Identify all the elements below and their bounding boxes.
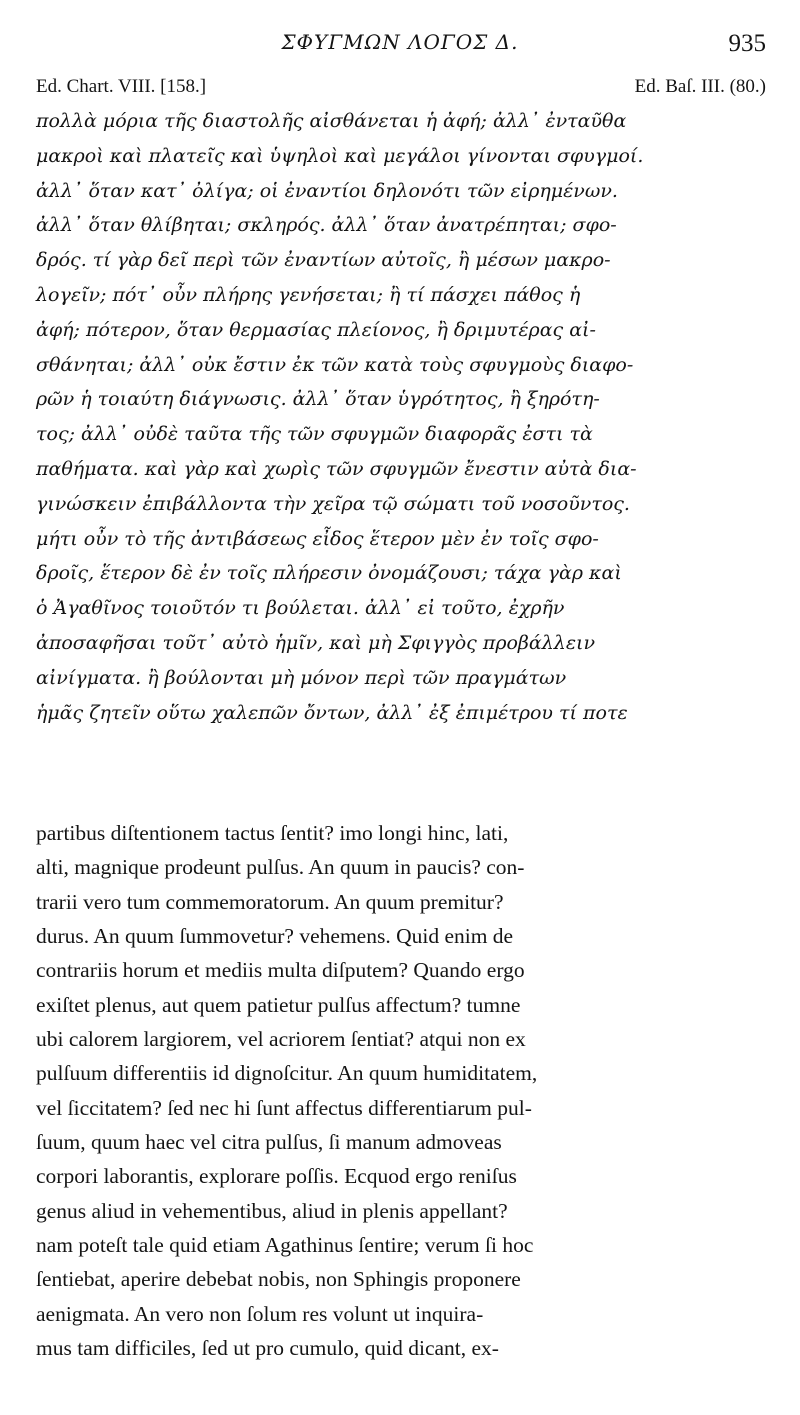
greek-line: ἀφή; πότερον, ὅταν θερμασίας πλείονος, ἢ δριμυτέρας αἰ-	[36, 318, 596, 341]
greek-line: πολλὰ μόρια τῆς διαστολῆς αἰσθάνεται ἡ ἀφή; ἀλλ᾽ ἐνταῦθα	[36, 110, 627, 132]
greek-line: ἡμᾶς ζητεῖν οὕτω χαλεπῶν ὄντων, ἀλλ᾽ ἐξ ἐπιμέτρου τί ποτε	[36, 701, 628, 724]
greek-line: δρός. τί γὰρ δεῖ περὶ τῶν ἐναντίων αὐτοῖς, ἢ μέσων μακρο-	[36, 249, 611, 272]
latin-line: contrariis horum et mediis multa diſputem? Quando ergo	[36, 958, 525, 983]
latin-line: ſuum, quum haec vel citra pulſus, ſi manum admoveas	[36, 1130, 502, 1155]
latin-line: pulſuum differentiis id dignoſcitur. An quum humiditatem,	[36, 1061, 538, 1086]
latin-line: corpori laborantis, explorare poſſis. Ecquod ergo reniſus	[36, 1164, 517, 1189]
greek-line: ἀποσαφῆσαι τοῦτ᾽ αὐτὸ ἡμῖν, καὶ μὴ Σφιγγὸς προβάλλειν	[36, 631, 596, 654]
latin-line: vel ſiccitatem? ſed nec hi ſunt affectus differentiarum pul-	[36, 1095, 532, 1120]
latin-line: exiſtet plenus, aut quem patietur pulſus affectum? tumne	[36, 992, 521, 1017]
greek-text-block	[36, 104, 764, 730]
latin-line: nam poteſt tale quid etiam Agathinus ſentire; verum ſi hoc	[36, 1233, 534, 1258]
greek-line: ὁ Ἀγαθῖνος τοιοῦτόν τι βούλεται. ἀλλ᾽ εἰ τοῦτο, ἐχρῆν	[36, 597, 565, 620]
greek-line: μήτι οὖν τὸ τῆς ἀντιβάσεως εἶδος ἕτερον μὲν ἐν τοῖς σφο-	[36, 527, 599, 550]
greek-line: τος; ἀλλ᾽ οὐδὲ ταῦτα τῆς τῶν σφυγμῶν διαφορᾶς ἐστι τὰ	[36, 423, 593, 446]
latin-line: aenigmata. An vero non ſolum res volunt ut inquira-	[36, 1301, 484, 1326]
greek-line: ρῶν ἡ τοιαύτη διάγνωσις. ἀλλ᾽ ὅταν ὑγρότητος, ἢ ξηρότη-	[36, 388, 600, 411]
greek-line: ἀλλ᾽ ὅταν κατ᾽ ὀλίγα; οἱ ἐναντίοι δηλονότι τῶν εἰρημένων.	[36, 179, 618, 202]
latin-line: partibus diſtentionem tactus ſentit? imo longi hinc, lati,	[36, 821, 509, 845]
greek-line: σθάνηται; ἀλλ᾽ οὐκ ἔστιν ἐκ τῶν κατὰ τοὺς σφυγμοὺς διαφο-	[36, 353, 634, 376]
latin-line: ſentiebat, aperire debebat nobis, non Sphingis proponere	[36, 1267, 521, 1292]
edition-left-ref: Ed. Chart. VIII. [158.]	[36, 76, 207, 97]
greek-line: γινώσκειν ἐπιβάλλοντα τὴν χεῖρα τῷ σώματι τοῦ νοσοῦντος.	[36, 492, 630, 515]
greek-line: παθήματα. καὶ γὰρ καὶ χωρὶς τῶν σφυγμῶν ἔνεστιν αὐτὰ δια-	[36, 457, 637, 480]
latin-line: genus aliud in vehementibus, aliud in plenis appellant?	[36, 1198, 508, 1223]
edition-right-ref: Ed. Baſ. III. (80.)	[634, 76, 766, 97]
latin-line: ubi calorem largiorem, vel acriorem ſentiat? atqui non ex	[36, 1027, 526, 1052]
running-title: ΣΦΥΓΜΩΝ ΛΟΓΟΣ Δ.	[281, 30, 519, 54]
greek-line: αἰνίγματα. ἢ βούλονται μὴ μόνον περὶ τῶν πραγμάτων	[36, 666, 567, 689]
page-number: 935	[728, 30, 766, 57]
latin-text-block	[36, 816, 764, 1366]
latin-line: alti, magnique prodeunt pulſus. An quum in paucis? con-	[36, 855, 525, 880]
greek-line: λογεῖν; πότ᾽ οὖν πλήρης γενήσεται; ἢ τί πάσχει πάθος ἡ	[36, 283, 581, 306]
latin-line: mus tam difficiles, ſed ut pro cumulo, quid dicant, ex-	[36, 1336, 499, 1361]
greek-line: ἀλλ᾽ ὅταν θλίβηται; σκληρός. ἀλλ᾽ ὅταν ἀνατρέπηται; σφο-	[36, 214, 617, 237]
latin-line: durus. An quum ſummovetur? vehemens. Quid enim de	[36, 924, 514, 949]
greek-line: μακροὶ καὶ πλατεῖς καὶ ὑψηλοὶ καὶ μεγάλοι γίνονται σφυγμοί.	[36, 144, 644, 167]
latin-line: trarii vero tum commemoratorum. An quum premitur?	[36, 889, 504, 914]
greek-line: δροῖς, ἕτερον δὲ ἐν τοῖς πλήρεσιν ὀνομάζουσι; τάχα γὰρ καὶ	[36, 562, 622, 585]
